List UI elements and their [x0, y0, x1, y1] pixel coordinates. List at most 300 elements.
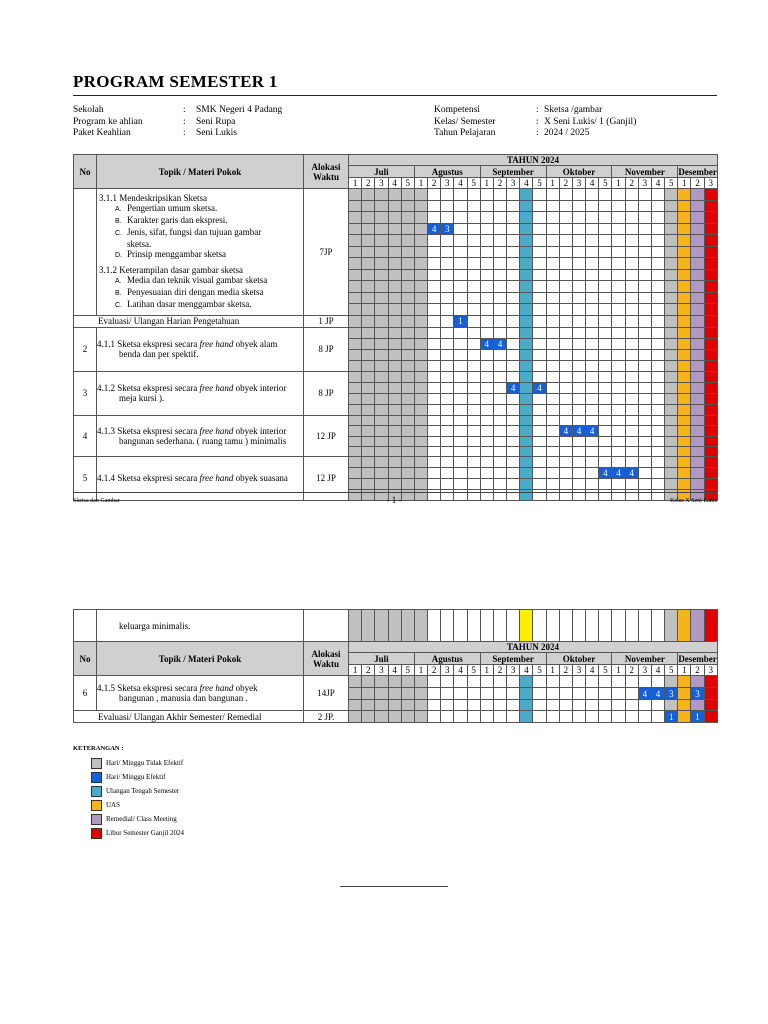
- week-cell: [428, 610, 441, 642]
- info-row: [73, 128, 403, 140]
- week-cell: [362, 404, 375, 415]
- week-cell: [441, 489, 454, 500]
- week-cell: [401, 404, 414, 415]
- week-cell: [638, 456, 651, 467]
- week-cell: [651, 393, 664, 404]
- legend-swatch: [91, 800, 102, 811]
- week-cell: [612, 292, 625, 304]
- week-cell: [559, 189, 572, 201]
- table-row: [74, 676, 718, 688]
- page-title: PROGRAM SEMESTER 1: [73, 72, 278, 91]
- week-cell: [533, 415, 546, 425]
- week-cell: [572, 338, 585, 349]
- table-row-eval: [74, 315, 718, 327]
- week-number: 5: [599, 178, 612, 189]
- week-cell: [651, 212, 664, 224]
- week-cell: [507, 404, 520, 415]
- week-cell: [665, 456, 678, 467]
- week-cell: [507, 676, 520, 688]
- week-cell: [625, 676, 638, 688]
- week-cell: [414, 393, 427, 404]
- week-number: 3: [704, 665, 717, 676]
- week-cell: [651, 456, 664, 467]
- week-number: 1: [546, 665, 559, 676]
- week-cell: [507, 292, 520, 304]
- week-cell: [651, 281, 664, 293]
- week-cell: [428, 292, 441, 304]
- week-cell: [559, 315, 572, 327]
- effective-week-mark: 3: [691, 688, 704, 700]
- week-cell: [572, 223, 585, 235]
- week-cell: [441, 200, 454, 212]
- week-cell: [401, 223, 414, 235]
- week-cell: [401, 315, 414, 327]
- week-cell: [638, 393, 651, 404]
- week-cell: [533, 688, 546, 700]
- week-cell: [454, 393, 467, 404]
- week-cell: [388, 415, 401, 425]
- week-cell: [349, 676, 362, 688]
- week-cell: [401, 371, 414, 382]
- week-number: 5: [467, 178, 480, 189]
- week-cell: [441, 327, 454, 338]
- week-cell: [586, 478, 599, 489]
- legend-swatch: [91, 786, 102, 797]
- week-cell: [546, 610, 559, 642]
- week-cell: [651, 304, 664, 316]
- legend-label: Libur Semester Ganjil 2024: [106, 829, 184, 837]
- week-cell: [651, 700, 664, 711]
- week-cell: [665, 304, 678, 316]
- week-cell: [388, 467, 401, 478]
- week-cell: [625, 327, 638, 338]
- week-cell: [586, 269, 599, 281]
- week-cell: [586, 676, 599, 688]
- week-cell: [572, 189, 585, 201]
- week-cell: [467, 269, 480, 281]
- effective-week-mark: 1: [454, 315, 467, 327]
- week-cell: [651, 292, 664, 304]
- legend-label: Hari/ Minggu Tidak Efektif: [106, 759, 184, 767]
- week-cell: [533, 327, 546, 338]
- week-cell: [388, 327, 401, 338]
- row-alloc-empty: [304, 610, 349, 642]
- table-row: [74, 327, 718, 338]
- week-cell: [414, 200, 427, 212]
- week-cell: [599, 382, 612, 393]
- week-cell: [441, 393, 454, 404]
- week-cell: [414, 235, 427, 247]
- week-cell: [428, 456, 441, 467]
- week-cell: [401, 338, 414, 349]
- week-cell: [520, 304, 533, 316]
- week-cell: [572, 415, 585, 425]
- week-cell: [612, 349, 625, 360]
- week-cell: [586, 258, 599, 270]
- week-cell: [388, 360, 401, 371]
- week-cell: [586, 189, 599, 201]
- week-cell: [375, 382, 388, 393]
- week-cell: [546, 382, 559, 393]
- legend-label: Hari/ Minggu Efektif: [106, 773, 166, 781]
- week-cell: [467, 327, 480, 338]
- week-cell: [546, 246, 559, 258]
- week-cell: [507, 688, 520, 700]
- week-cell: [678, 212, 691, 224]
- row-alloc: 1 JP: [304, 315, 349, 327]
- week-cell: [625, 415, 638, 425]
- week-cell: [678, 467, 691, 478]
- week-cell: [520, 246, 533, 258]
- week-cell: [441, 404, 454, 415]
- week-cell: [441, 338, 454, 349]
- table-header-row: [74, 642, 718, 653]
- week-cell: [467, 315, 480, 327]
- week-cell: [678, 415, 691, 425]
- week-cell: [638, 281, 651, 293]
- week-cell: [625, 404, 638, 415]
- week-number: 4: [388, 665, 401, 676]
- week-cell: [665, 281, 678, 293]
- week-cell: [454, 446, 467, 456]
- table-row: [74, 189, 718, 201]
- week-cell: [625, 246, 638, 258]
- week-cell: [638, 382, 651, 393]
- week-cell: [349, 610, 362, 642]
- week-cell: [691, 404, 704, 415]
- week-cell: [362, 360, 375, 371]
- week-cell: [349, 304, 362, 316]
- legend-swatch: [91, 758, 102, 769]
- week-cell: [349, 246, 362, 258]
- week-cell: [533, 258, 546, 270]
- week-cell: [559, 371, 572, 382]
- week-cell: [572, 393, 585, 404]
- week-cell: [572, 676, 585, 688]
- week-cell: [507, 269, 520, 281]
- week-cell: [599, 688, 612, 700]
- week-cell: [493, 446, 506, 456]
- week-number: 1: [414, 665, 427, 676]
- week-cell: [691, 610, 704, 642]
- info-value: 2024 / 2025: [544, 128, 590, 138]
- week-cell: [704, 292, 717, 304]
- week-cell: [586, 212, 599, 224]
- week-cell: [349, 404, 362, 415]
- week-number: 3: [507, 665, 520, 676]
- week-number: 3: [375, 178, 388, 189]
- week-cell: [665, 425, 678, 436]
- week-cell: [401, 189, 414, 201]
- week-cell: [467, 467, 480, 478]
- week-cell: [467, 489, 480, 500]
- week-cell: [704, 688, 717, 700]
- week-cell: [691, 292, 704, 304]
- week-cell: [362, 393, 375, 404]
- week-cell: [572, 371, 585, 382]
- week-cell: [507, 281, 520, 293]
- week-cell: [691, 258, 704, 270]
- week-cell: [388, 446, 401, 456]
- week-cell: [493, 200, 506, 212]
- week-cell: [559, 446, 572, 456]
- week-cell: [599, 327, 612, 338]
- header-topic: Topik / Materi Pokok: [97, 642, 304, 676]
- month-agustus: Agustus: [414, 166, 480, 178]
- week-cell: [678, 688, 691, 700]
- week-cell: [533, 235, 546, 247]
- week-cell: [665, 327, 678, 338]
- week-cell: [507, 489, 520, 500]
- week-cell: [388, 711, 401, 723]
- week-cell: [559, 415, 572, 425]
- week-cell: [665, 404, 678, 415]
- week-cell: [480, 200, 493, 212]
- row-no: 2: [74, 327, 97, 371]
- week-cell: [546, 415, 559, 425]
- week-cell: [638, 212, 651, 224]
- week-cell: [349, 349, 362, 360]
- week-cell: [691, 212, 704, 224]
- week-cell: [362, 315, 375, 327]
- week-cell: [704, 246, 717, 258]
- week-cell: [559, 489, 572, 500]
- week-cell: [493, 327, 506, 338]
- week-cell: [414, 478, 427, 489]
- week-cell: [388, 425, 401, 436]
- effective-week-mark: 4: [493, 338, 506, 349]
- week-cell: [441, 315, 454, 327]
- week-cell: [599, 246, 612, 258]
- week-cell: [559, 700, 572, 711]
- week-cell: [349, 478, 362, 489]
- week-cell: [704, 212, 717, 224]
- week-cell: [414, 711, 427, 723]
- week-cell: [375, 212, 388, 224]
- month-desember: Desember: [678, 653, 717, 664]
- week-cell: [467, 425, 480, 436]
- week-cell: [704, 404, 717, 415]
- week-cell: [586, 327, 599, 338]
- week-cell: [467, 338, 480, 349]
- week-cell: [704, 235, 717, 247]
- week-cell: [414, 304, 427, 316]
- week-cell: [480, 393, 493, 404]
- week-cell: [572, 404, 585, 415]
- week-cell: [480, 212, 493, 224]
- effective-week-mark: 4: [625, 467, 638, 478]
- week-cell: [388, 235, 401, 247]
- week-cell: [388, 371, 401, 382]
- week-cell: [454, 688, 467, 700]
- week-cell: [507, 246, 520, 258]
- week-cell: [467, 436, 480, 446]
- week-number: 2: [428, 665, 441, 676]
- week-cell: [428, 235, 441, 247]
- week-cell: [428, 258, 441, 270]
- week-cell: [678, 281, 691, 293]
- week-cell: [362, 425, 375, 436]
- week-cell: [428, 467, 441, 478]
- row-no: [74, 189, 97, 316]
- week-cell: [625, 711, 638, 723]
- week-cell: [533, 200, 546, 212]
- effective-week-mark: 4: [559, 425, 572, 436]
- week-cell: [559, 235, 572, 247]
- week-cell: [678, 610, 691, 642]
- week-cell: [546, 446, 559, 456]
- week-cell: [520, 404, 533, 415]
- week-cell: [428, 212, 441, 224]
- week-cell: [533, 393, 546, 404]
- week-cell: [691, 304, 704, 316]
- week-cell: [507, 711, 520, 723]
- week-cell: [559, 404, 572, 415]
- week-cell: [691, 371, 704, 382]
- week-cell: [678, 382, 691, 393]
- week-cell: [704, 349, 717, 360]
- effective-week-mark: 4: [638, 688, 651, 700]
- week-cell: [441, 246, 454, 258]
- week-cell: [678, 235, 691, 247]
- week-cell: [493, 258, 506, 270]
- week-cell: [612, 246, 625, 258]
- week-cell: [572, 467, 585, 478]
- week-cell: [349, 292, 362, 304]
- legend-item: [73, 784, 184, 798]
- week-cell: [638, 258, 651, 270]
- week-cell: [638, 360, 651, 371]
- week-cell: [454, 269, 467, 281]
- week-cell: [362, 467, 375, 478]
- week-cell: [493, 676, 506, 688]
- week-cell: [428, 200, 441, 212]
- week-cell: [362, 338, 375, 349]
- week-number: 1: [612, 665, 625, 676]
- week-cell: [678, 269, 691, 281]
- week-cell: [375, 456, 388, 467]
- week-cell: [572, 281, 585, 293]
- week-cell: [362, 189, 375, 201]
- week-cell: [665, 676, 678, 688]
- footer-left: Sketsa dan Gambar: [73, 498, 120, 504]
- week-cell: [651, 246, 664, 258]
- week-cell: [349, 467, 362, 478]
- week-cell: [586, 349, 599, 360]
- week-number: 2: [559, 665, 572, 676]
- header-alloc: [304, 642, 349, 676]
- week-cell: [520, 338, 533, 349]
- week-cell: [507, 456, 520, 467]
- week-cell: [533, 467, 546, 478]
- week-cell: [665, 189, 678, 201]
- week-cell: [612, 446, 625, 456]
- legend: [73, 745, 184, 840]
- week-cell: [691, 349, 704, 360]
- info-row: [434, 117, 724, 129]
- week-number: 3: [375, 665, 388, 676]
- week-cell: [704, 478, 717, 489]
- week-cell: [428, 281, 441, 293]
- week-cell: [441, 212, 454, 224]
- week-cell: [625, 338, 638, 349]
- week-cell: [454, 711, 467, 723]
- week-cell: [454, 338, 467, 349]
- week-cell: [493, 700, 506, 711]
- week-cell: [401, 349, 414, 360]
- week-number: 2: [493, 178, 506, 189]
- week-cell: [480, 292, 493, 304]
- week-cell: [349, 425, 362, 436]
- week-cell: [349, 456, 362, 467]
- week-cell: [520, 446, 533, 456]
- effective-week-mark: 1: [691, 711, 704, 723]
- week-cell: [493, 382, 506, 393]
- week-cell: [520, 189, 533, 201]
- week-cell: [388, 292, 401, 304]
- week-cell: [546, 489, 559, 500]
- week-cell: [665, 382, 678, 393]
- week-cell: [467, 382, 480, 393]
- week-cell: [572, 478, 585, 489]
- legend-label: UAS: [106, 801, 121, 809]
- week-number: 2: [362, 665, 375, 676]
- week-cell: [586, 246, 599, 258]
- week-cell: [467, 688, 480, 700]
- week-cell: [454, 425, 467, 436]
- week-cell: [665, 415, 678, 425]
- week-cell: [507, 258, 520, 270]
- week-cell: [441, 360, 454, 371]
- week-cell: [533, 189, 546, 201]
- week-cell: [375, 304, 388, 316]
- week-cell: [665, 338, 678, 349]
- week-cell: [520, 489, 533, 500]
- info-key: Kelas/ Semester: [434, 116, 496, 127]
- week-cell: [704, 610, 717, 642]
- week-cell: [467, 456, 480, 467]
- week-cell: [441, 189, 454, 201]
- week-cell: [454, 415, 467, 425]
- week-cell: [414, 212, 427, 224]
- week-cell: [665, 393, 678, 404]
- week-cell: [362, 304, 375, 316]
- week-cell: [507, 189, 520, 201]
- week-cell: [454, 478, 467, 489]
- week-cell: [572, 200, 585, 212]
- week-cell: [441, 425, 454, 436]
- week-cell: [401, 212, 414, 224]
- week-cell: [678, 456, 691, 467]
- week-cell: [612, 415, 625, 425]
- week-cell: [414, 371, 427, 382]
- week-cell: [586, 393, 599, 404]
- week-cell: [625, 360, 638, 371]
- week-cell: [414, 446, 427, 456]
- week-cell: [454, 292, 467, 304]
- footer-rule: [73, 492, 717, 493]
- week-cell: [428, 700, 441, 711]
- week-cell: [349, 446, 362, 456]
- week-cell: [375, 292, 388, 304]
- week-cell: [612, 327, 625, 338]
- week-cell: [493, 436, 506, 446]
- week-cell: [349, 269, 362, 281]
- week-cell: [691, 436, 704, 446]
- week-cell: [414, 404, 427, 415]
- week-cell: [362, 212, 375, 224]
- week-cell: [678, 436, 691, 446]
